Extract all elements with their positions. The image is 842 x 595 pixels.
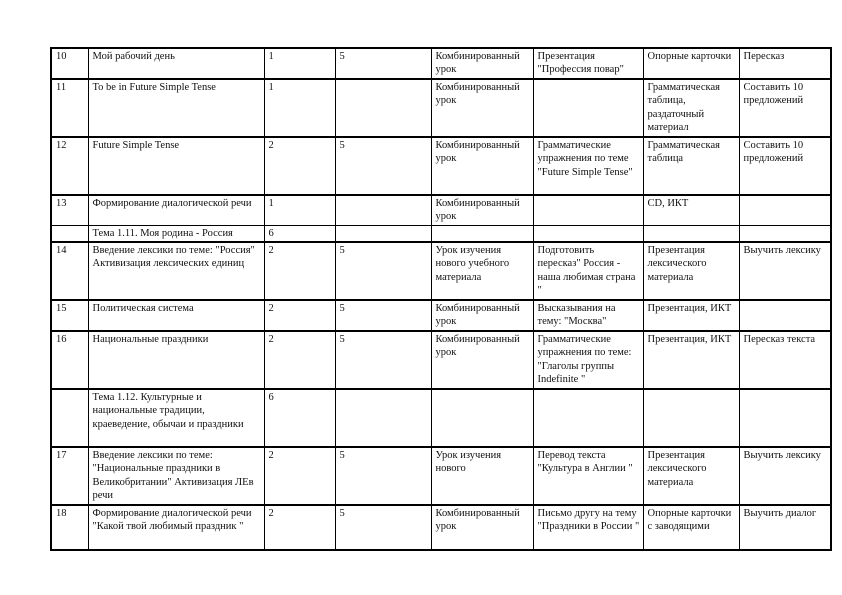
- table-row: [51, 300, 831, 331]
- self-work-cell: [335, 79, 431, 137]
- lesson-type-cell: [431, 225, 533, 242]
- visual-aids-cell: Подготовить пересказ" Россия - наша любимая страна ": [533, 242, 643, 300]
- hours-cell: 1: [264, 48, 335, 79]
- self-work-cell: 5: [335, 505, 431, 550]
- lesson-number-cell: 14: [51, 242, 88, 300]
- lesson-number-cell: [51, 225, 88, 242]
- homework-cell: Составить 10 предложений: [739, 137, 831, 195]
- lesson-plan-table: [50, 47, 832, 551]
- lesson-number-cell: 16: [51, 331, 88, 389]
- homework-cell: [739, 195, 831, 225]
- lesson-topic-cell: Тема 1.11. Моя родина - Россия: [88, 225, 264, 242]
- materials-cell: Презентация, ИКТ: [643, 300, 739, 331]
- visual-aids-cell: [533, 195, 643, 225]
- lesson-type-cell: [431, 389, 533, 447]
- visual-aids-cell: Высказывания на тему: "Москва": [533, 300, 643, 331]
- lesson-plan-page: [50, 47, 830, 551]
- visual-aids-cell: Грамматические упражнения по теме: "Глаголы группы Indefinite ": [533, 331, 643, 389]
- materials-cell: [643, 389, 739, 447]
- self-work-cell: 5: [335, 331, 431, 389]
- materials-cell: Грамматическая таблица: [643, 137, 739, 195]
- lesson-type-cell: Комбинированный урок: [431, 137, 533, 195]
- homework-cell: [739, 300, 831, 331]
- lesson-type-cell: Урок изучения нового учебного материала: [431, 242, 533, 300]
- materials-cell: Опорные карточки с заводящими: [643, 505, 739, 550]
- lesson-number-cell: 11: [51, 79, 88, 137]
- table-row: [51, 505, 831, 550]
- table-row: [51, 195, 831, 225]
- lesson-number-cell: 13: [51, 195, 88, 225]
- lesson-number-cell: [51, 389, 88, 447]
- lesson-number-cell: 10: [51, 48, 88, 79]
- lesson-topic-cell: Политическая система: [88, 300, 264, 331]
- self-work-cell: [335, 389, 431, 447]
- materials-cell: Презентация лексического материала: [643, 447, 739, 505]
- lesson-type-cell: Комбинированный урок: [431, 79, 533, 137]
- lesson-type-cell: Урок изучения нового: [431, 447, 533, 505]
- self-work-cell: 5: [335, 447, 431, 505]
- hours-cell: 6: [264, 225, 335, 242]
- materials-cell: CD, ИКТ: [643, 195, 739, 225]
- visual-aids-cell: Грамматические упражнения по теме "Future Simple Tense": [533, 137, 643, 195]
- hours-cell: 2: [264, 300, 335, 331]
- self-work-cell: [335, 225, 431, 242]
- hours-cell: 2: [264, 137, 335, 195]
- table-row: [51, 48, 831, 79]
- lesson-topic-cell: Мой рабочий день: [88, 48, 264, 79]
- lesson-type-cell: Комбинированный урок: [431, 48, 533, 79]
- visual-aids-cell: Презентация "Профессия повар": [533, 48, 643, 79]
- hours-cell: 1: [264, 79, 335, 137]
- lesson-topic-cell: Тема 1.12. Культурные и национальные традиции, краеведение, обычаи и праздники: [88, 389, 264, 447]
- table-row: [51, 137, 831, 195]
- homework-cell: Выучить диалог: [739, 505, 831, 550]
- homework-cell: [739, 225, 831, 242]
- lesson-topic-cell: Введение лексики по теме: "Россия" Активизация лексических единиц: [88, 242, 264, 300]
- visual-aids-cell: [533, 225, 643, 242]
- homework-cell: Пересказ: [739, 48, 831, 79]
- homework-cell: Составить 10 предложений: [739, 79, 831, 137]
- self-work-cell: 5: [335, 137, 431, 195]
- self-work-cell: 5: [335, 300, 431, 331]
- homework-cell: Пересказ текста: [739, 331, 831, 389]
- hours-cell: 2: [264, 242, 335, 300]
- lesson-topic-cell: To be in Future Simple Tense: [88, 79, 264, 137]
- homework-cell: Выучить лексику: [739, 242, 831, 300]
- visual-aids-cell: Перевод текста "Культура в Англии ": [533, 447, 643, 505]
- table-body: [51, 48, 831, 550]
- lesson-type-cell: Комбинированный урок: [431, 195, 533, 225]
- materials-cell: Презентация, ИКТ: [643, 331, 739, 389]
- lesson-number-cell: 18: [51, 505, 88, 550]
- lesson-type-cell: Комбинированный урок: [431, 331, 533, 389]
- lesson-type-cell: Комбинированный урок: [431, 300, 533, 331]
- lesson-number-cell: 17: [51, 447, 88, 505]
- table-row: [51, 389, 831, 447]
- materials-cell: Презентация лексического материала: [643, 242, 739, 300]
- lesson-number-cell: 12: [51, 137, 88, 195]
- lesson-type-cell: Комбинированный урок: [431, 505, 533, 550]
- lesson-topic-cell: Введение лексики по теме: "Национальные праздники в Великобритании" Активизация ЛЕв речи: [88, 447, 264, 505]
- lesson-topic-cell: Формирование диалогической речи "Какой твой любимый праздник ": [88, 505, 264, 550]
- self-work-cell: 5: [335, 48, 431, 79]
- homework-cell: [739, 389, 831, 447]
- visual-aids-cell: Письмо другу на тему "Праздники в России ": [533, 505, 643, 550]
- table-row: [51, 79, 831, 137]
- hours-cell: 2: [264, 447, 335, 505]
- visual-aids-cell: [533, 79, 643, 137]
- materials-cell: Грамматическая таблица, раздаточный материал: [643, 79, 739, 137]
- self-work-cell: 5: [335, 242, 431, 300]
- materials-cell: [643, 225, 739, 242]
- lesson-topic-cell: Формирование диалогической речи: [88, 195, 264, 225]
- table-row: [51, 242, 831, 300]
- hours-cell: 2: [264, 331, 335, 389]
- table-row: [51, 447, 831, 505]
- hours-cell: 1: [264, 195, 335, 225]
- table-row: [51, 225, 831, 242]
- hours-cell: 2: [264, 505, 335, 550]
- hours-cell: 6: [264, 389, 335, 447]
- lesson-topic-cell: Future Simple Tense: [88, 137, 264, 195]
- self-work-cell: [335, 195, 431, 225]
- lesson-number-cell: 15: [51, 300, 88, 331]
- visual-aids-cell: [533, 389, 643, 447]
- lesson-topic-cell: Национальные праздники: [88, 331, 264, 389]
- homework-cell: Выучить лексику: [739, 447, 831, 505]
- materials-cell: Опорные карточки: [643, 48, 739, 79]
- table-row: [51, 331, 831, 389]
